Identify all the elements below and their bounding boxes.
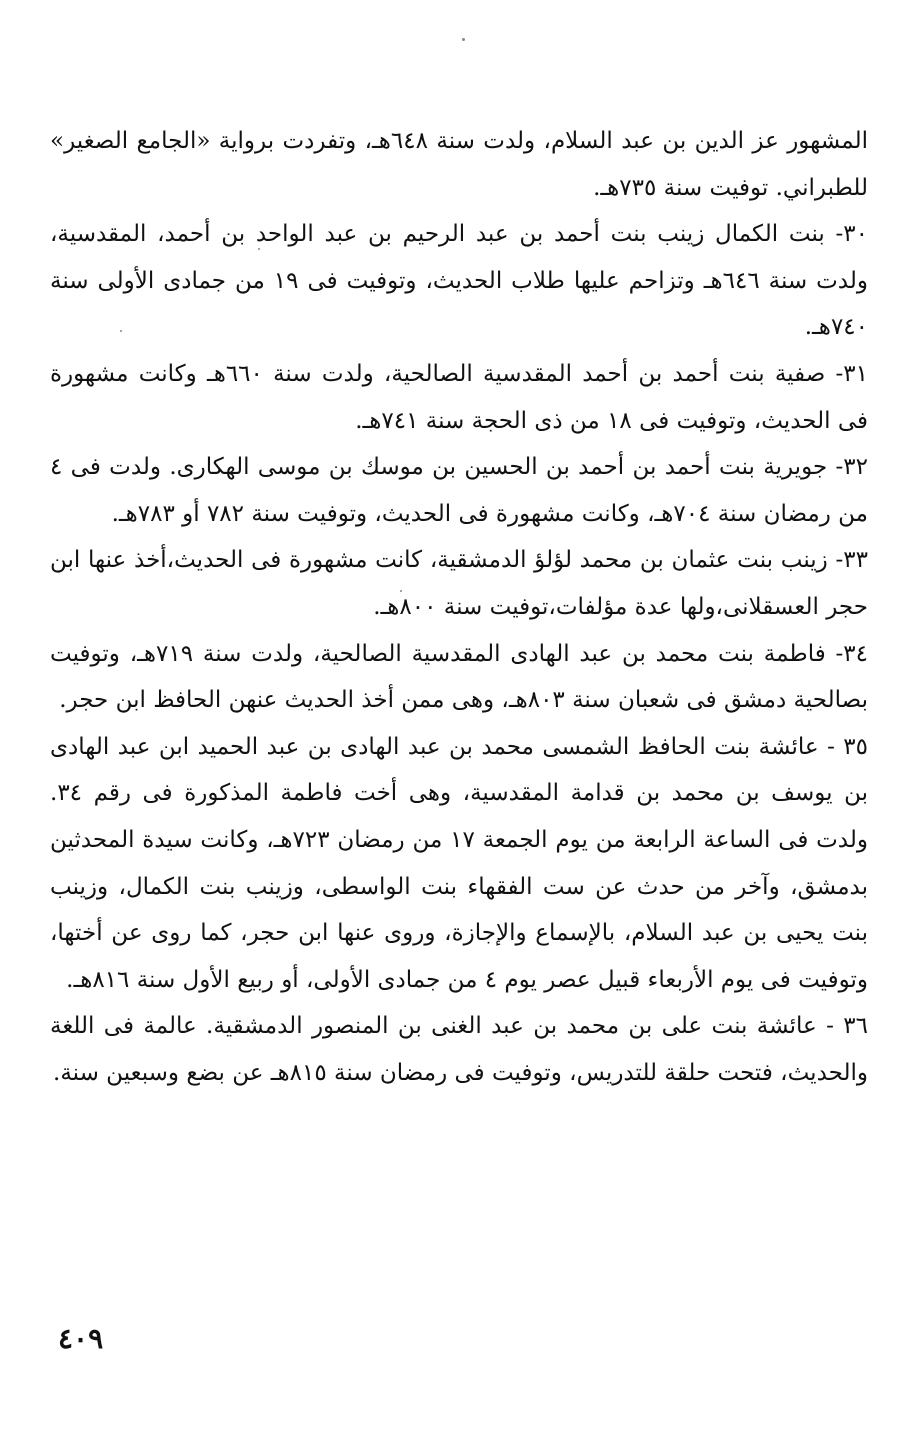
scan-speck — [400, 590, 402, 592]
entry-32: ٣٢- جويرية بنت أحمد بن أحمد بن الحسين بن موسك بن موسى الهكارى. ولدت فى ٤ من رمضان سنة ٧٠٤هـ، وكانت مشهورة فى الحديث، وتوفيت سنة ٧٨٢ أو ٧٨٣هـ. — [50, 454, 868, 527]
entry-35: ٣٥ - عائشة بنت الحافظ الشمسى محمد بن عبد الهادى بن عبد الحميد ابن عبد الهادى بن يوسف بن محمد بن قدامة المقدسية، وهى أخت فاطمة المذكورة فى رقم ٣٤. ولدت فى الساعة الرابعة من يوم الجمعة ١٧ من رمضان ٧٢٣هـ، وكانت سيدة المحدثين بدمشق، وآخر من حدث عن ست الفقهاء بنت الواسطى، وزينب بنت الكمال، وزينب بنت يحيى بن عبد السلام، بالإسماع والإجازة، وروى عنها ابن حجر، كما روى عن أختها، وتوفيت فى يوم الأربعاء قبيل عصر يوم ٤ من جمادى الأولى، أو ربيع الأول سنة ٨١٦هـ. — [50, 733, 868, 993]
entry-33: ٣٣- زينب بنت عثمان بن محمد لؤلؤ الدمشقية، كانت مشهورة فى الحديث،أخذ عنها ابن حجر العسقلانى،ولها عدة مؤلفات،توفيت سنة ٨٠٠هـ. — [50, 547, 868, 620]
page-number: ٤٠٩ — [58, 1322, 104, 1355]
scan-speck — [120, 330, 122, 332]
entry-34: ٣٤- فاطمة بنت محمد بن عبد الهادى المقدسية الصالحية، ولدت سنة ٧١٩هـ، وتوفيت بصالحية دمشق فى شعبان سنة ٨٠٣هـ، وهى ممن أخذ الحديث عنهن الحافظ ابن حجر. — [50, 640, 869, 714]
entry-30: ٣٠- بنت الكمال زينب بنت أحمد بن عبد الرحيم بن عبد الواحد بن أحمد، المقدسية، ولدت سنة ٦٤٦هـ وتزاحم عليها طلاب الحديث، وتوفيت فى ١٩ من جمادى الأولى سنة ٧٤٠هـ. — [50, 221, 868, 341]
entry-31: ٣١- صفية بنت أحمد بن أحمد المقدسية الصالحية، ولدت سنة ٦٦٠هـ وكانت مشهورة فى الحديث، وتوفيت فى ١٨ من ذى الحجة سنة ٧٤١هـ. — [50, 360, 868, 434]
scan-speck — [258, 248, 260, 250]
paragraph-continuation: المشهور عز الدين بن عبد السلام، ولدت سنة ٦٤٨هـ، وتفردت برواية «الجامع الصغير» للطبراني. توفيت سنة ٧٣٥هـ. — [50, 128, 868, 201]
scan-speck — [462, 38, 465, 41]
page-body — [50, 118, 868, 1096]
entry-36: ٣٦ - عائشة بنت على بن محمد بن عبد الغنى بن المنصور الدمشقية. عالمة فى اللغة والحديث، فتحت حلقة للتدريس، وتوفيت فى رمضان سنة ٨١٥هـ عن بضع وسبعين سنة. — [50, 1013, 868, 1086]
